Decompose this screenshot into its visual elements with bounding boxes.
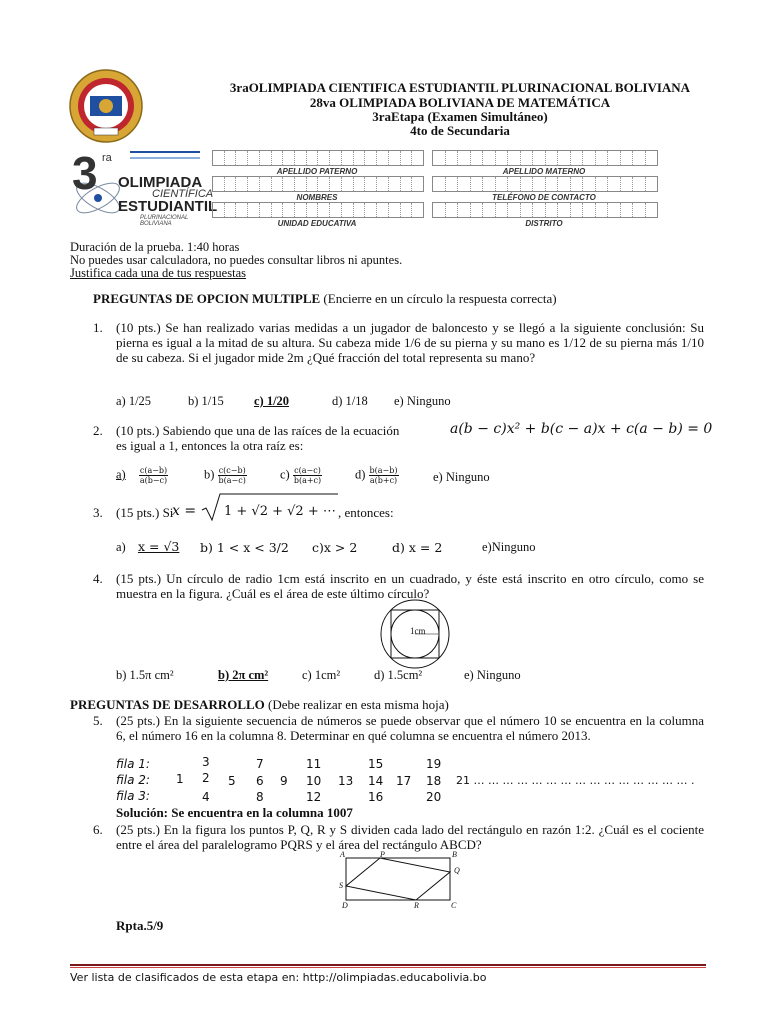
- rectangle-parallelogram-figure: [336, 850, 468, 912]
- telefono-field[interactable]: [432, 176, 658, 192]
- no-calculator-text: No puedes usar calculadora, no puedes consultar libros ni apuntes.: [70, 253, 403, 267]
- q2-text: (10 pts.) Sabiendo que una de las raíces de la ecuación: [116, 423, 400, 438]
- q2-b-numerator: c(c−b): [218, 466, 246, 475]
- q2-option-b-frac: [218, 466, 247, 485]
- q2-b-denominator: b(a−c): [218, 476, 246, 485]
- section-development-note: (Debe realizar en esta misma hoja): [264, 697, 449, 712]
- q2-option-c-label: c): [280, 467, 290, 482]
- fila3-label: fila 3:: [116, 789, 150, 803]
- q4-text: (15 pts.) Un círculo de radio 1cm está inscrito en un cuadrado, y éste está inscrito en otro círculo, como se muestra en la figura. ¿Cuál es el área de este último círculo?: [116, 571, 704, 601]
- vertex-q: Q: [454, 866, 460, 875]
- q2-equation: a(b − c)x² + b(c − a)x + c(a − b) = 0: [450, 421, 713, 437]
- q2-a-numerator: c(a−b): [139, 466, 168, 475]
- olympiad-logo: [70, 147, 218, 230]
- q5-solution: Solución: Se encuentra en la columna 1007: [116, 805, 353, 820]
- q2-option-b: [204, 466, 247, 485]
- vertex-r: R: [414, 901, 419, 910]
- q2-option-c-frac: [293, 466, 322, 485]
- q4-option-b: b) 2π cm²: [218, 668, 269, 682]
- apellido-paterno-label: APELLIDO PATERNO: [276, 167, 358, 176]
- q3-text-2: , entonces:: [338, 505, 394, 520]
- header-title-2: 28va OLIMPIADA BOLIVIANA DE MATEMÁTICA: [309, 95, 611, 110]
- school-seal: [68, 68, 144, 144]
- vertex-p: P: [380, 850, 385, 859]
- fila1-label: fila 1:: [116, 757, 150, 771]
- header-title-1: 3raOLIMPIADA CIENTIFICA ESTUDIANTIL PLURINACIONAL BOLIVIANA: [229, 80, 691, 95]
- q3-option-c: c)x > 2: [312, 540, 358, 555]
- section-multiple-choice-title: PREGUNTAS DE OPCION MULTIPLE: [93, 291, 321, 306]
- header-title-3: 3raEtapa (Examen Simultáneo): [372, 109, 548, 124]
- q4-number: 4.: [93, 571, 103, 586]
- q1-option-c: c) 1/20: [254, 394, 290, 408]
- fila3-value: 12: [306, 790, 322, 804]
- apellido-paterno-field[interactable]: [212, 150, 424, 166]
- distrito-label: DISTRITO: [525, 219, 563, 228]
- fila2-value: 17: [396, 774, 412, 788]
- fila1-value: 11: [306, 757, 322, 771]
- q5-number: 5.: [93, 713, 103, 728]
- q6-text: (25 pts.) En la figura los puntos P, Q, R y S dividen cada lado del rectángulo en razón 1:2. ¿Cuál es el cociente entre el área del paralelogramo PQRS y el área del rectángulo ABCD?: [116, 822, 704, 852]
- q6-answer: Rpta.5/9: [116, 918, 164, 933]
- apellido-materno-label: APELLIDO MATERNO: [502, 167, 586, 176]
- q2-option-c: [280, 466, 322, 485]
- q2-number: 2.: [93, 423, 103, 438]
- q4-option-a: b) 1.5π cm²: [116, 668, 174, 682]
- justify-text: Justifica cada una de tus respuestas: [70, 266, 246, 280]
- q2-d-denominator: a(b+c): [369, 476, 398, 485]
- q4-figure-label: 1cm: [410, 626, 426, 636]
- q2-option-a: [116, 466, 168, 485]
- q1-option-a: a) 1/25: [116, 394, 152, 408]
- fila2-value: 9: [280, 774, 288, 788]
- q4-option-d: d) 1.5cm²: [374, 668, 423, 682]
- q2-a-denominator: a(b−c): [139, 476, 168, 485]
- q3-option-a-answer: x = √3: [138, 539, 180, 554]
- fila2-value-continued: 21 … … … … … … … … … … … … … … … .: [456, 774, 695, 787]
- fila1-value: 3: [202, 755, 210, 769]
- vertex-s: S: [339, 881, 343, 890]
- fila2-label: fila 2:: [116, 773, 150, 787]
- nombres-field[interactable]: [212, 176, 424, 192]
- q3-text: (15 pts.) Si: [116, 505, 174, 520]
- apellido-materno-field[interactable]: [432, 150, 658, 166]
- fila3-value: 4: [202, 790, 210, 804]
- fila2-value: 13: [338, 774, 354, 788]
- footer-rule-thin: [70, 967, 706, 968]
- fila1-value: 15: [368, 757, 384, 771]
- vertex-b: B: [452, 850, 457, 859]
- fila2-value: 1: [176, 772, 184, 786]
- q4-option-c: c) 1cm²: [302, 668, 341, 682]
- q3-radicand: 1 + √2 + √2 + ⋯: [224, 504, 336, 519]
- logo-word-olimpiada: OLIMPIADA: [118, 174, 203, 191]
- logo-word-plurinacional: PLURINACIONAL BOLIVIANA: [140, 215, 189, 227]
- q1-number: 1.: [93, 320, 103, 335]
- footer-rule: [70, 964, 706, 966]
- q2-d-numerator: b(a−b): [369, 466, 398, 475]
- fila2-value: 18: [426, 774, 442, 788]
- q3-number: 3.: [93, 505, 103, 520]
- q3-x-equals: x =: [172, 503, 197, 519]
- unidad-educativa-label: UNIDAD EDUCATIVA: [277, 219, 357, 228]
- unidad-educativa-field[interactable]: [212, 202, 424, 218]
- q2-option-e: e) Ninguno: [433, 470, 490, 484]
- logo-number: 3: [72, 147, 98, 199]
- q3-option-a: a): [116, 540, 126, 554]
- fila2-value: 10: [306, 774, 322, 788]
- vertex-d: D: [342, 901, 348, 910]
- q2-option-d: [355, 466, 399, 485]
- fila3-value: 8: [256, 790, 264, 804]
- fila3-value: 20: [426, 790, 442, 804]
- q2-c-denominator: b(a+c): [293, 476, 322, 485]
- fila3-value: 16: [368, 790, 384, 804]
- q3-option-d: d) x = 2: [392, 540, 443, 555]
- q2-option-a-label: a): [116, 467, 126, 482]
- logo-suffix: ra: [102, 152, 112, 164]
- q3-option-b: b) 1 < x < 3/2: [200, 540, 289, 555]
- section-development-title: PREGUNTAS DE DESARROLLO: [70, 697, 265, 712]
- logo-word-cientifica: CIENTÍFICA: [152, 188, 214, 200]
- q2-c-numerator: c(a−c): [294, 466, 321, 475]
- q3-option-e: e)Ninguno: [482, 540, 536, 554]
- section-development: [70, 697, 449, 713]
- duration-text: Duración de la prueba. 1:40 horas: [70, 240, 240, 254]
- q5-text: (25 pts.) En la siguiente secuencia de números se puede observar que el número 10 se encuentra en la columna 6, el número 16 en la columna 8. Determinar en qué columna se encuentra el número 2013.: [116, 713, 704, 743]
- distrito-field[interactable]: [432, 202, 658, 218]
- fila2-value: 5: [228, 774, 236, 788]
- fila2-value: 6: [256, 774, 264, 788]
- telefono-label: TELÉFONO DE CONTACTO: [492, 193, 596, 202]
- section-multiple-choice-note: (Encierre en un círculo la respuesta correcta): [320, 291, 557, 306]
- fila1-value: 7: [256, 757, 264, 771]
- q2-option-d-frac: [369, 466, 399, 485]
- vertex-a: A: [340, 850, 345, 859]
- fila2-value: 14: [368, 774, 384, 788]
- q2-option-a-frac: [139, 466, 168, 485]
- vertex-c: C: [451, 901, 457, 910]
- q4-option-e: e) Ninguno: [464, 668, 521, 682]
- q1-option-d: d) 1/18: [332, 394, 368, 408]
- q1-option-e: e) Ninguno: [394, 394, 451, 408]
- section-multiple-choice: [93, 291, 557, 307]
- q6-number: 6.: [93, 822, 103, 837]
- footer-text: Ver lista de clasificados de esta etapa en: http://olimpiadas.educabolivia.bo: [70, 971, 487, 984]
- q1-option-b: b) 1/15: [188, 394, 224, 408]
- nombres-label: NOMBRES: [296, 193, 338, 202]
- fila1-value: 19: [426, 757, 442, 771]
- q2-text-2: es igual a 1, entonces la otra raíz es:: [116, 438, 304, 453]
- logo-word-estudiantil: ESTUDIANTIL: [118, 198, 218, 215]
- header-title-4: 4to de Secundaria: [410, 123, 510, 138]
- seal-icon: [68, 68, 144, 144]
- fila2-value: 2: [202, 771, 210, 785]
- q2-option-d-label: d): [355, 467, 366, 482]
- q2-option-b-label: b): [204, 467, 215, 482]
- q1-text: (10 pts.) Se han realizado varias medidas a un jugador de baloncesto y se llegó a la siguiente conclusión: Su pierna es igual a la mitad de su altura. Su cabeza mide 1/6 de su pierna y su mano es 1/12 de su pierna más 1/10 de su cabeza. Si el jugador mide 2m ¿Qué fracción del total representa su mano?: [116, 320, 704, 365]
